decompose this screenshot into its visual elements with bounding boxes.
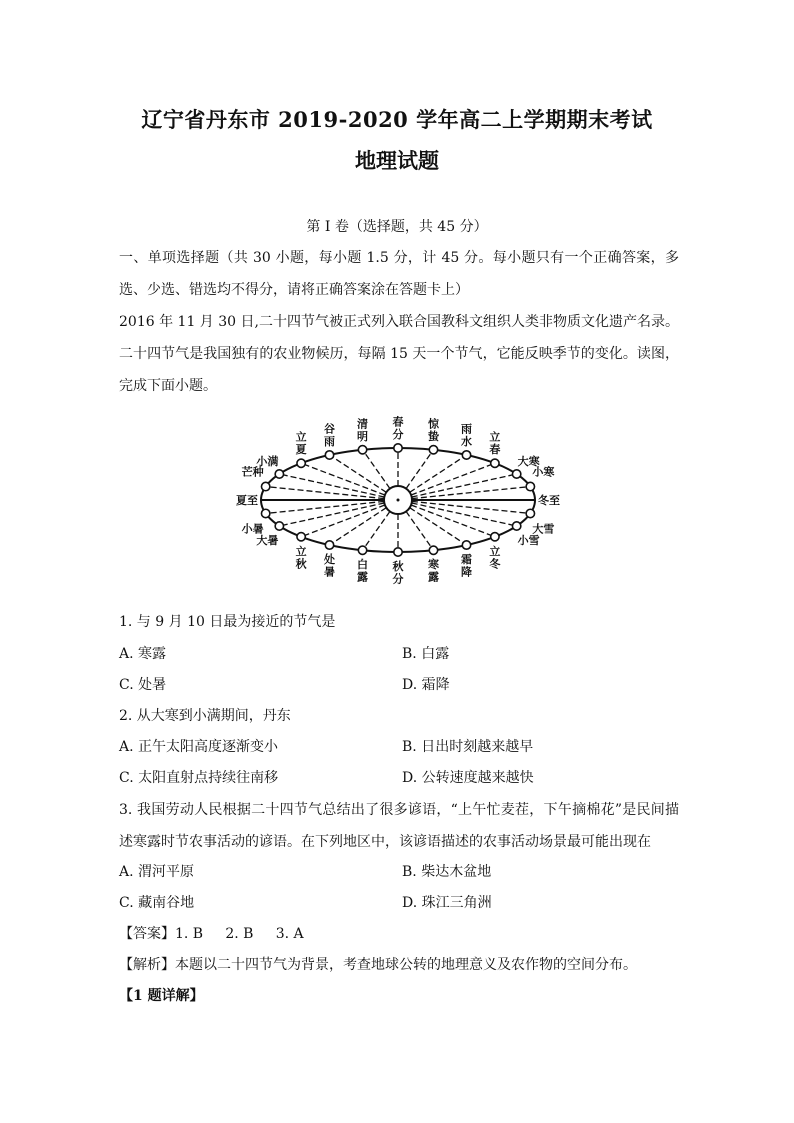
q3-stem: 3. 我国劳动人民根据二十四节气总结出了很多谚语，“上午忙麦茬，下午摘棉花”是民间描述寒露时节农事活动的谚语。在下列地区中，该谚语描述的农事活动场景最可能出现在 xyxy=(119,802,679,850)
top_terms-marker-3 xyxy=(297,459,305,467)
bottom_terms-term-label-7: 寒露 xyxy=(427,558,439,584)
q1-stem: 1. 与 9 月 10 日最为接近的节气是 xyxy=(119,614,336,630)
bottom_terms-marker-5 xyxy=(358,546,366,554)
top_terms-term-label-9: 立春 xyxy=(489,430,501,457)
detail-heading: 【1 题详解】 xyxy=(119,988,204,1004)
section-title: 第 I 卷（选择题，共 45 分） xyxy=(306,219,488,235)
bottom_terms-marker-4 xyxy=(325,541,333,549)
q3-option-a[interactable]: A. 渭河平原 xyxy=(119,864,195,880)
q1-option-b[interactable]: B. 白露 xyxy=(402,646,450,662)
bottom_terms-marker-9 xyxy=(491,533,499,541)
bottom_terms-term-label-9: 立冬 xyxy=(489,544,501,571)
q2-stem: 2. 从大寒到小满期间，丹东 xyxy=(119,708,291,724)
top_terms-term-label-5: 清明 xyxy=(357,417,369,443)
bottom_terms-spoke-9 xyxy=(411,505,495,537)
bottom_terms-marker-2 xyxy=(275,522,283,530)
q3-option-b[interactable]: B. 柴达木盆地 xyxy=(402,864,492,880)
bottom_terms-spoke-3 xyxy=(301,505,385,537)
answer-line: 【答案】1. B 2. B 3. A xyxy=(119,926,304,942)
top_terms-marker-6 xyxy=(394,444,402,452)
solar-terms-diagram xyxy=(232,403,568,599)
top_terms-marker-1 xyxy=(261,482,269,490)
bottom_terms-marker-8 xyxy=(462,541,470,549)
sun-center xyxy=(397,499,400,502)
top_terms-term-label-3: 立夏 xyxy=(295,430,307,457)
q2-option-b[interactable]: B. 日出时刻越来越早 xyxy=(402,739,534,755)
q1-option-d[interactable]: D. 霜降 xyxy=(402,677,450,693)
top_terms-spoke-2 xyxy=(279,474,384,497)
top_terms-marker-10 xyxy=(512,470,520,478)
bottom_terms-spoke-5 xyxy=(363,511,390,550)
bottom_terms-term-label-6: 秋分 xyxy=(392,560,404,586)
top_terms-spoke-5 xyxy=(363,450,390,489)
bottom_terms-term-label-4: 处暑 xyxy=(324,553,335,579)
instructions: 一、单项选择题（共 30 小题，每小题 1.5 分，计 45 分。每小题只有一个正确答案，多选、少选、错选均不得分，请将正确答案涂在答题卡上） xyxy=(119,250,679,298)
top_terms-term-label-2: 小满 xyxy=(256,455,279,468)
exam-subtitle: 地理试题 xyxy=(355,148,439,173)
label-summer-solstice: 夏至 xyxy=(236,494,258,507)
bottom_terms-term-label-11: 大雪 xyxy=(532,522,555,536)
bottom_terms-spoke-10 xyxy=(412,503,517,526)
q2-option-a[interactable]: A. 正午太阳高度逐渐变小 xyxy=(119,739,279,755)
analysis-line: 【解析】本题以二十四节气为背景，考查地球公转的地理意义及农作物的空间分布。 xyxy=(119,957,637,973)
top_terms-term-label-10: 大寒 xyxy=(517,455,540,468)
bottom_terms-marker-11 xyxy=(526,509,534,517)
exam-title: 辽宁省丹东市 2019-2020 学年高二上学期期末考试 xyxy=(141,107,653,132)
q1-option-c[interactable]: C. 处暑 xyxy=(119,677,167,693)
top_terms-term-label-11: 小寒 xyxy=(532,465,555,479)
top_terms-spoke-3 xyxy=(301,463,385,495)
bottom_terms-marker-10 xyxy=(512,522,520,530)
top_terms-marker-7 xyxy=(429,446,437,454)
q3-option-d[interactable]: D. 珠江三角洲 xyxy=(402,895,492,911)
top_terms-term-label-7: 惊蛰 xyxy=(427,417,439,443)
top_terms-spoke-7 xyxy=(406,450,433,489)
bottom_terms-spoke-2 xyxy=(279,503,384,526)
bottom_terms-term-label-8: 霜降 xyxy=(461,553,472,579)
q3-option-c[interactable]: C. 藏南谷地 xyxy=(119,895,195,911)
q1-option-a[interactable]: A. 寒露 xyxy=(119,646,167,662)
top_terms-term-label-6: 春分 xyxy=(392,415,404,441)
q2-option-d[interactable]: D. 公转速度越来越快 xyxy=(402,770,534,786)
top_terms-marker-5 xyxy=(358,446,366,454)
top_terms-term-label-1: 芒种 xyxy=(241,465,264,479)
intro-paragraph: 2016 年 11 月 30 日,二十四节气被正式列入联合国教科文组织人类非物质文化遗产名录。二十四节气是我国独有的农业物候历，每隔 15 天一个节气，它能反映季节的变化。读图，完成下面小题。 xyxy=(119,314,679,394)
top_terms-spoke-9 xyxy=(411,463,495,495)
top_terms-term-label-8: 雨水 xyxy=(461,422,472,448)
bottom_terms-term-label-3: 立秋 xyxy=(295,544,307,571)
top_terms-marker-4 xyxy=(325,451,333,459)
bottom_terms-spoke-7 xyxy=(406,511,433,550)
bottom_terms-term-label-1: 小暑 xyxy=(241,522,264,536)
bottom_terms-marker-6 xyxy=(394,548,402,556)
bottom_terms-term-label-5: 白露 xyxy=(357,558,369,584)
top_terms-marker-2 xyxy=(275,470,283,478)
top_terms-term-label-4: 谷雨 xyxy=(324,422,335,448)
top_terms-marker-8 xyxy=(462,451,470,459)
q2-option-c[interactable]: C. 太阳直射点持续往南移 xyxy=(119,770,279,786)
top_terms-marker-11 xyxy=(526,482,534,490)
bottom_terms-marker-1 xyxy=(261,509,269,517)
top_terms-marker-9 xyxy=(491,459,499,467)
label-winter-solstice: 冬至 xyxy=(538,494,560,507)
top_terms-spoke-10 xyxy=(412,474,517,497)
bottom_terms-marker-3 xyxy=(297,533,305,541)
bottom_terms-term-label-10: 小雪 xyxy=(517,534,540,547)
bottom_terms-marker-7 xyxy=(429,546,437,554)
bottom_terms-term-label-2: 大暑 xyxy=(256,534,279,547)
